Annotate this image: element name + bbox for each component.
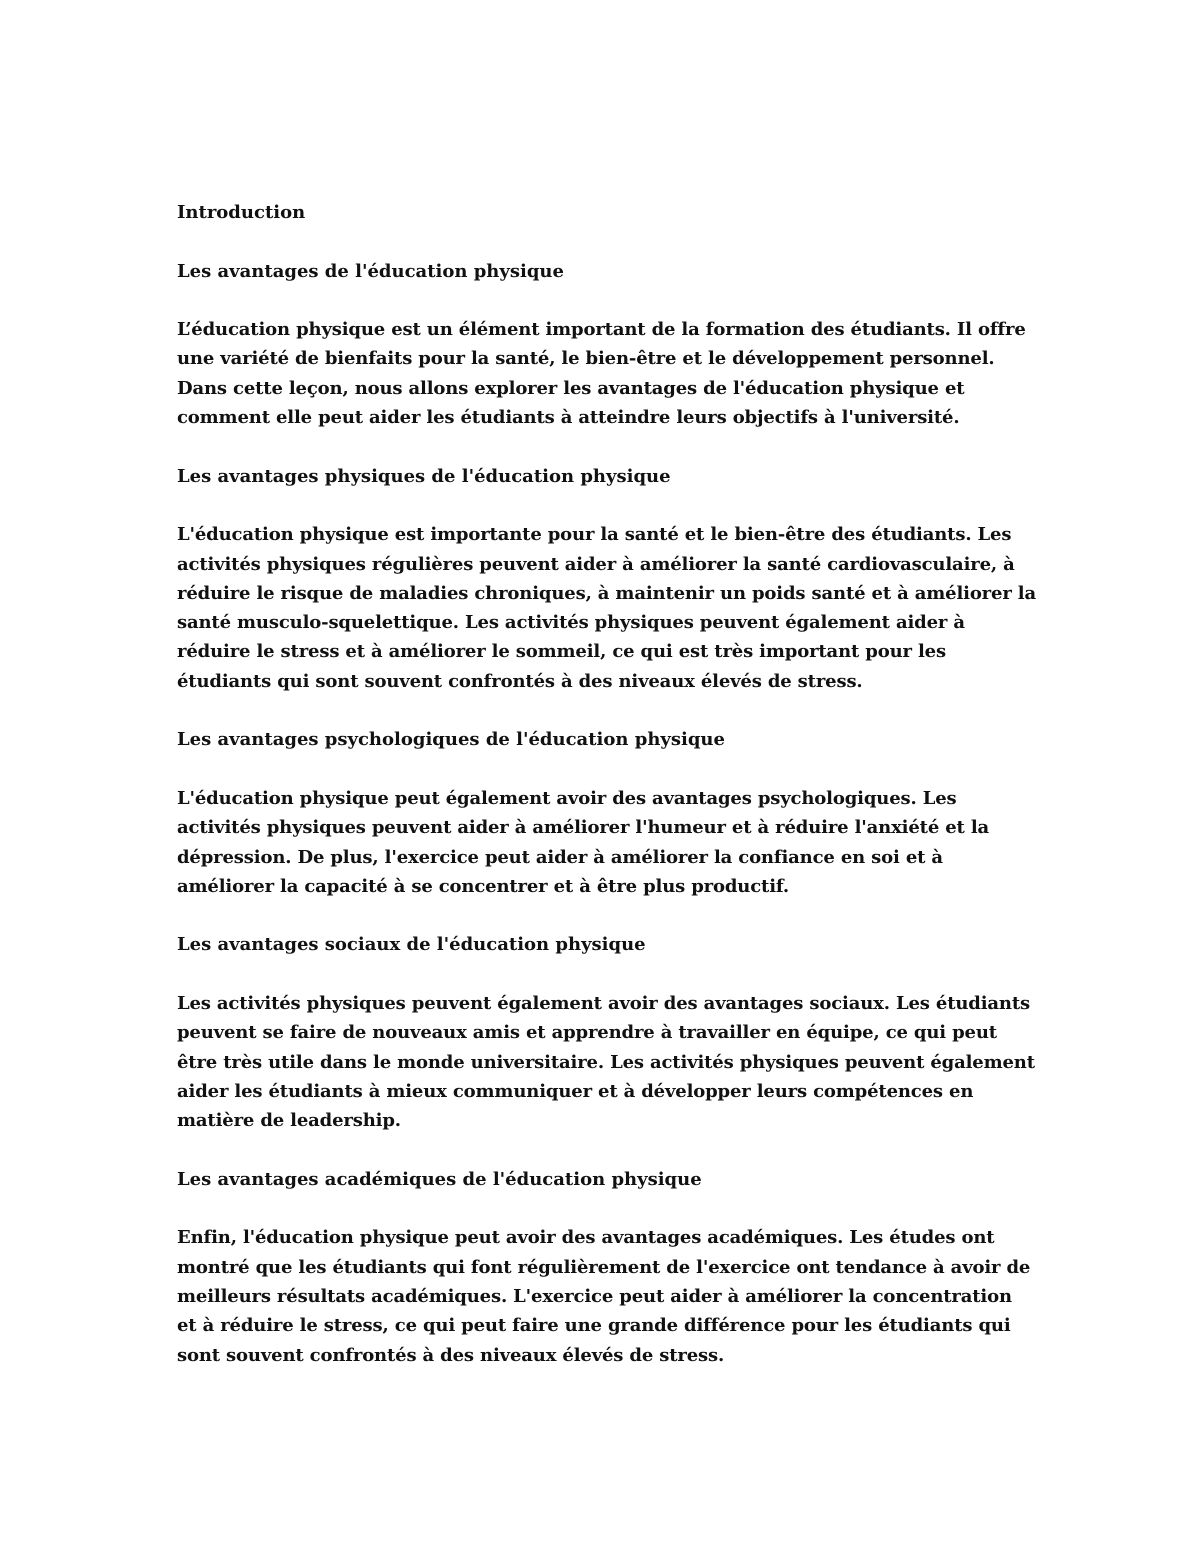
academic-heading: Les avantages académiques de l'éducation physique — [177, 1168, 702, 1190]
physical-heading: Les avantages physiques de l'éducation physique — [177, 465, 671, 487]
physical-paragraph: L'éducation physique est importante pour la santé et le bien-être des étudiants. Les activités physiques régulières peuvent aider à améliorer la santé cardiovasculaire, à réduire le risque de maladies chroniques, à maintenir un poids santé et à améliorer la santé musculo-squelettique. Les activités physiques peuvent également aider à réduire le stress et à améliorer le sommeil, ce qui est très important pour les étudiants qui sont souvent confrontés à des niveaux élevés de stress. — [177, 524, 1036, 692]
section-title: Les avantages de l'éducation physique — [177, 260, 564, 282]
psychological-paragraph: L'éducation physique peut également avoir des avantages psychologiques. Les activités physiques peuvent aider à améliorer l'humeur et à réduire l'anxiété et la dépression. De plus, l'exercice peut aider à améliorer la confiance en soi et à améliorer la capacité à se concentrer et à être plus productif. — [177, 787, 990, 897]
academic-paragraph: Enfin, l'éducation physique peut avoir des avantages académiques. Les études ont montré que les étudiants qui font régulièrement de l'exercice ont tendance à avoir de meilleurs résultats académiques. L'exercice peut aider à améliorer la concentration et à réduire le stress, ce qui peut faire une grande différence pour les étudiants qui sont souvent confrontés à des niveaux élevés de stress. — [177, 1227, 1031, 1366]
social-heading: Les avantages sociaux de l'éducation physique — [177, 934, 646, 956]
document-body — [177, 198, 1037, 1399]
psychological-heading: Les avantages psychologiques de l'éducation physique — [177, 729, 725, 751]
intro-paragraph: L’éducation physique est un élément important de la formation des étudiants. Il offre une variété de bienfaits pour la santé, le bien-être et le développement personnel. Dans cette leçon, nous allons explorer les avantages de l'éducation physique et comment elle peut aider les étudiants à atteindre leurs objectifs à l'université. — [177, 319, 1026, 429]
social-paragraph: Les activités physiques peuvent également avoir des avantages sociaux. Les étudiants peuvent se faire de nouveaux amis et apprendre à travailler en équipe, ce qui peut être très utile dans le monde universitaire. Les activités physiques peuvent également aider les étudiants à mieux communiquer et à développer leurs compétences en matière de leadership. — [177, 993, 1035, 1132]
intro-heading: Introduction — [177, 202, 306, 223]
